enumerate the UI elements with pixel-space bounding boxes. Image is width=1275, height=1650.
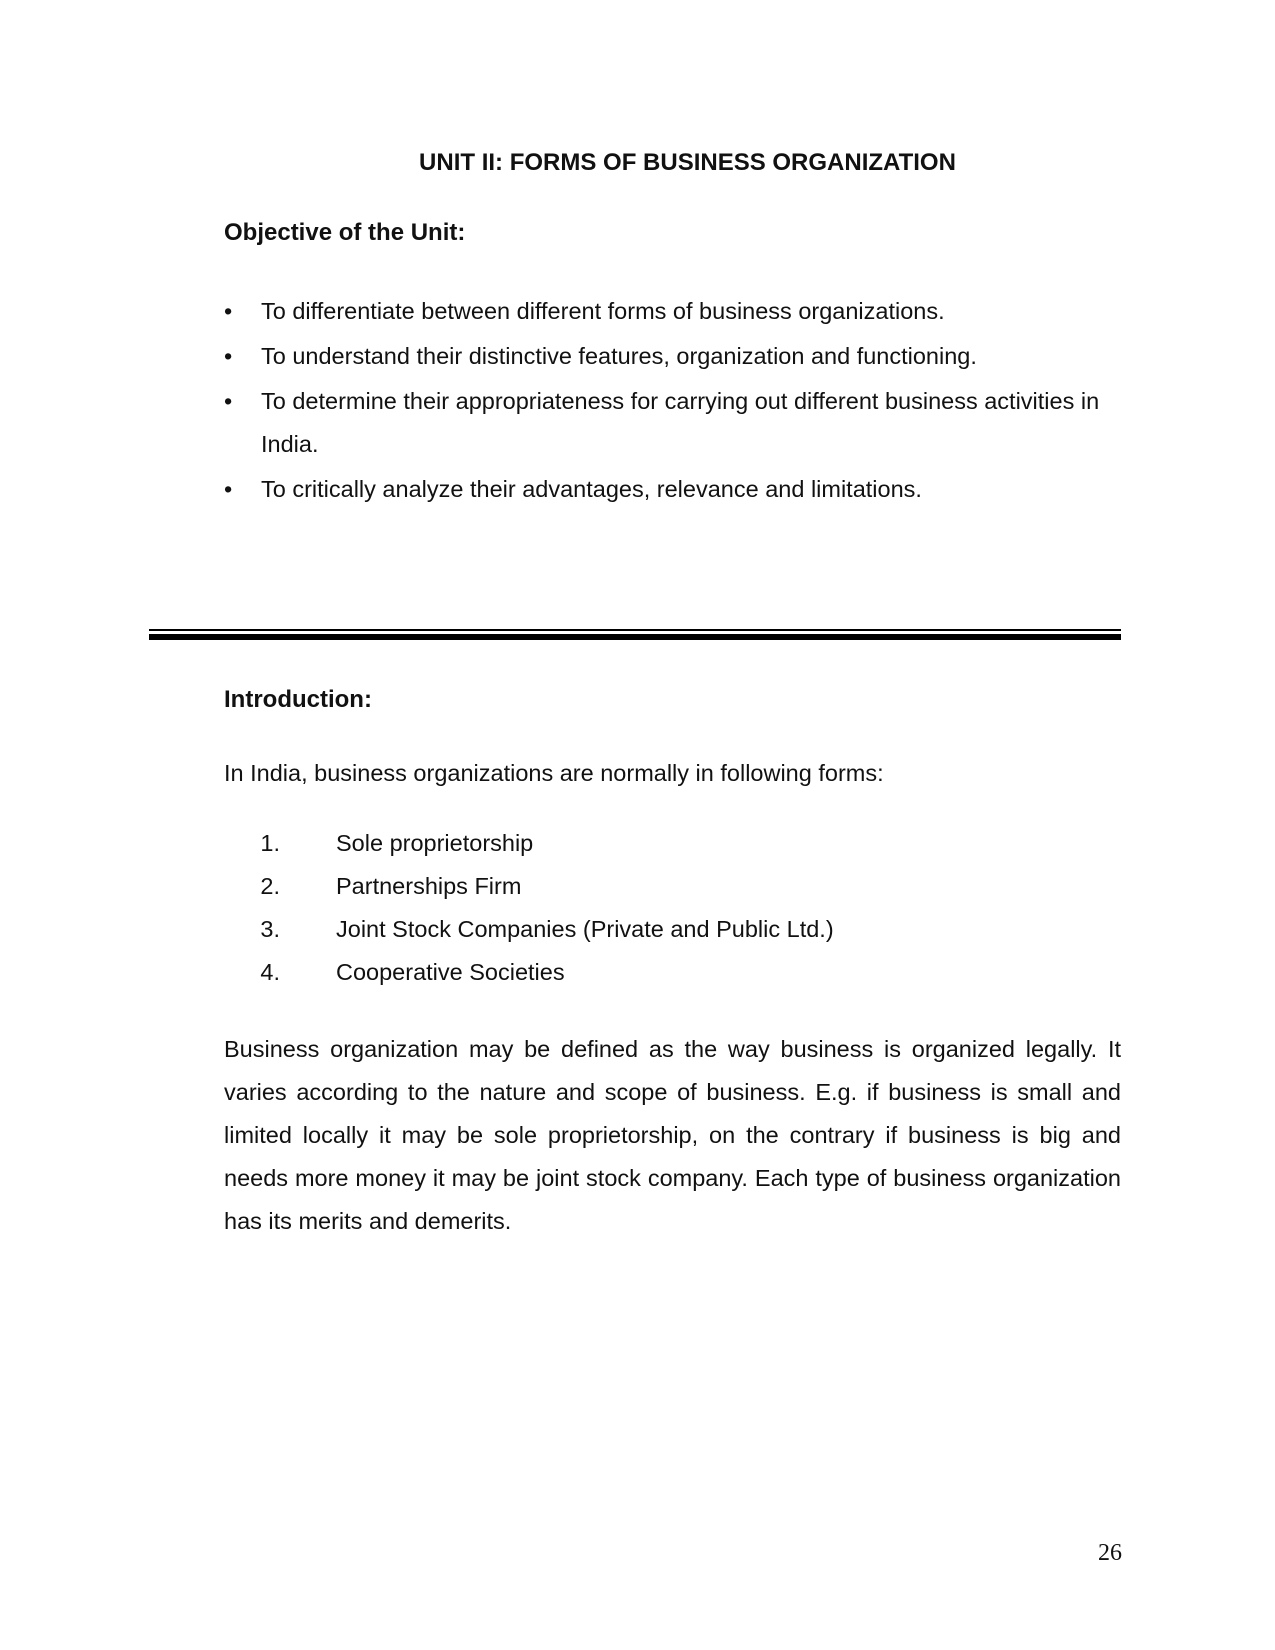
list-number: 2. xyxy=(260,873,280,899)
introduction-lead: In India, business organizations are normally in following forms: xyxy=(224,760,884,786)
objective-item xyxy=(224,380,1124,466)
objective-item-text: To understand their distinctive features, organization and functioning. xyxy=(261,343,977,369)
introduction-heading: Introduction: xyxy=(224,686,372,713)
bullet-icon: • xyxy=(224,343,233,369)
objective-item xyxy=(224,468,1124,511)
bullet-icon: • xyxy=(224,388,233,414)
bullet-icon: • xyxy=(224,298,233,324)
divider-thin xyxy=(149,629,1121,631)
list-number: 1. xyxy=(260,830,280,856)
list-item-text: Sole proprietorship xyxy=(336,830,534,856)
objective-item xyxy=(224,335,1124,378)
objective-heading: Objective of the Unit: xyxy=(224,219,466,246)
objective-item-text: To differentiate between different forms of business organizations. xyxy=(261,298,945,324)
introduction-paragraph: Business organization may be defined as the way business is organized legally. It varies according to the nature and scope of business. E.g. if business is small and limited locally it may be sole proprietorship, on the contrary if business is big and needs more money it may be joint stock company. Each type of business organization has its merits and demerits. xyxy=(224,1036,1121,1234)
list-item-text: Joint Stock Companies (Private and Public Ltd.) xyxy=(336,916,834,942)
bullet-icon: • xyxy=(224,476,233,502)
objective-list xyxy=(224,290,1124,513)
business-forms-list xyxy=(224,822,834,994)
list-item xyxy=(224,822,834,865)
unit-title: UNIT II: FORMS OF BUSINESS ORGANIZATION xyxy=(419,149,956,176)
list-number: 4. xyxy=(260,959,280,985)
list-number: 3. xyxy=(260,916,280,942)
objective-item-text: To critically analyze their advantages, relevance and limitations. xyxy=(261,476,922,502)
list-item-text: Partnerships Firm xyxy=(336,873,522,899)
list-item xyxy=(224,865,834,908)
objective-item xyxy=(224,290,1124,333)
objective-item-text: To determine their appropriateness for carrying out different business activities in India. xyxy=(261,388,1100,457)
divider-thick xyxy=(149,634,1121,640)
list-item xyxy=(224,908,834,951)
page-number: 26 xyxy=(1098,1540,1122,1566)
list-item xyxy=(224,951,834,994)
list-item-text: Cooperative Societies xyxy=(336,959,565,985)
